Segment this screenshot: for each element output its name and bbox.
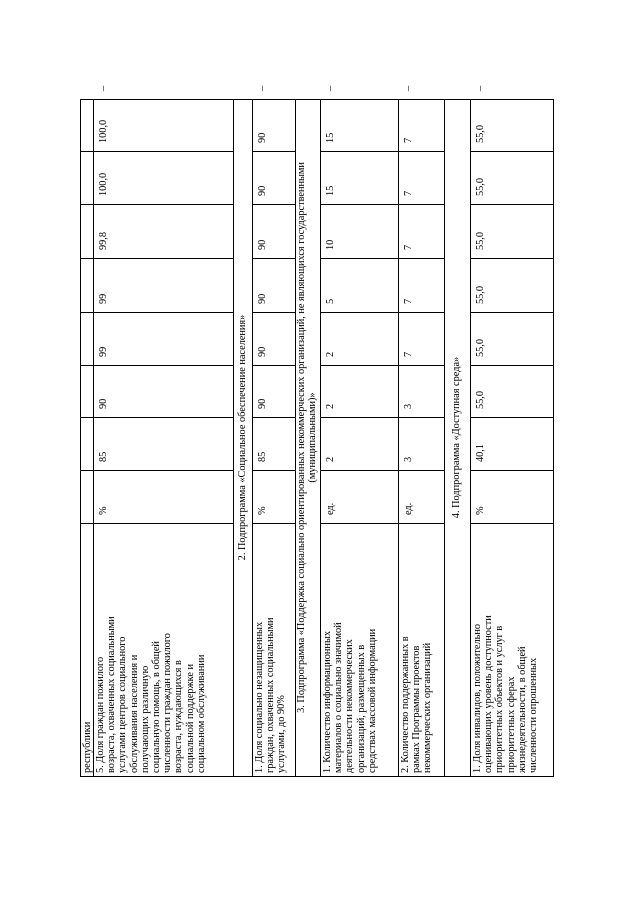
cell-border bbox=[93, 417, 234, 418]
value-cell: 55,0 bbox=[475, 390, 486, 409]
last-cell: – bbox=[325, 85, 336, 91]
cell-border bbox=[320, 312, 399, 313]
value-cell: 3 bbox=[403, 403, 414, 409]
value-cell: 15 bbox=[325, 132, 336, 143]
value-cell: 100,0 bbox=[98, 119, 109, 143]
value-cell: 90 bbox=[257, 185, 268, 196]
cell-border bbox=[320, 151, 399, 152]
cell-border bbox=[80, 204, 94, 205]
indicator-cell-line: некоммерческих организаций bbox=[422, 642, 434, 773]
value-cell: 2 bbox=[325, 403, 336, 409]
cell-border bbox=[252, 204, 296, 205]
band-border bbox=[320, 99, 321, 776]
cell-border bbox=[80, 151, 94, 152]
indicator-cell-line: рамках Программы проектов bbox=[411, 645, 423, 773]
indicator-cell bbox=[254, 617, 288, 773]
cell-border bbox=[80, 365, 94, 366]
cell-border bbox=[398, 258, 445, 259]
cell-border bbox=[93, 523, 234, 524]
subprogram-header bbox=[296, 102, 318, 773]
value-cell: 2 bbox=[325, 351, 336, 357]
value-cell: 10 bbox=[325, 239, 336, 250]
band-border bbox=[470, 99, 471, 776]
indicator-cell-line: услугами, до 90% bbox=[276, 695, 288, 773]
cell-border bbox=[252, 365, 296, 366]
value-cell: 3 bbox=[403, 456, 414, 462]
indicator-cell bbox=[472, 615, 539, 773]
cell-border bbox=[320, 258, 399, 259]
indicator-cell-line: материалов о социально значимой bbox=[333, 622, 345, 773]
band-border bbox=[444, 99, 445, 776]
indicator-cell-line: 1. Количество информационных bbox=[322, 630, 333, 773]
cell-border bbox=[93, 470, 234, 471]
value-cell: 15 bbox=[325, 185, 336, 196]
indicator-cell bbox=[82, 722, 93, 773]
indicator-cell-line: организаций, размещенных в bbox=[355, 644, 367, 773]
cell-border bbox=[93, 365, 234, 366]
subprogram-title-line: 4. Подпрограмма «Доступная среда» bbox=[451, 356, 462, 519]
value-cell: 99,8 bbox=[98, 231, 109, 250]
value-cell: 7 bbox=[403, 351, 414, 357]
unit-cell: % bbox=[98, 506, 109, 515]
cell-border bbox=[252, 258, 296, 259]
subprogram-header bbox=[451, 102, 462, 773]
cell-border bbox=[320, 204, 399, 205]
band-border bbox=[93, 99, 94, 776]
value-cell: 85 bbox=[257, 451, 268, 462]
cell-border bbox=[320, 417, 399, 418]
cell-border bbox=[320, 523, 399, 524]
cell-border bbox=[93, 151, 234, 152]
value-cell: 7 bbox=[403, 244, 414, 250]
cell-border bbox=[470, 470, 554, 471]
value-cell: 40,1 bbox=[475, 443, 486, 462]
indicator-cell-line: республики bbox=[82, 721, 93, 773]
indicator-cell-line: социальной поддержке и bbox=[184, 663, 196, 773]
indicator-cell-line: услугами центров социального bbox=[117, 636, 129, 773]
unit-cell: % bbox=[475, 506, 486, 515]
last-cell: – bbox=[475, 85, 486, 91]
value-cell: 99 bbox=[98, 293, 109, 304]
cell-border bbox=[252, 523, 296, 524]
indicator-cell bbox=[322, 622, 378, 773]
cell-border bbox=[252, 417, 296, 418]
subprogram-header bbox=[237, 102, 248, 773]
cell-border bbox=[398, 204, 445, 205]
value-cell: 2 bbox=[325, 456, 336, 462]
value-cell: 90 bbox=[257, 398, 268, 409]
value-cell: 55,0 bbox=[475, 124, 486, 143]
cell-border bbox=[93, 312, 234, 313]
value-cell: 85 bbox=[98, 451, 109, 462]
indicator-cell-line: приоритетных сферах bbox=[505, 676, 517, 773]
cell-border bbox=[80, 312, 94, 313]
cell-border bbox=[470, 312, 554, 313]
value-cell: 99 bbox=[98, 346, 109, 357]
cell-border bbox=[398, 365, 445, 366]
indicator-cell-line: возраста, нуждающихся в bbox=[173, 660, 185, 773]
value-cell: 55,0 bbox=[475, 285, 486, 304]
table-top-border bbox=[80, 99, 554, 100]
value-cell: 7 bbox=[403, 137, 414, 143]
cell-border bbox=[80, 523, 94, 524]
value-cell: 90 bbox=[257, 239, 268, 250]
value-cell: 90 bbox=[257, 293, 268, 304]
cell-border bbox=[252, 151, 296, 152]
subprogram-title-line: (муниципальными)» bbox=[307, 392, 319, 483]
indicator-cell-line: численности граждан пожилого bbox=[162, 633, 174, 773]
cell-border bbox=[470, 258, 554, 259]
table-bottom-border bbox=[80, 776, 554, 777]
cell-border bbox=[320, 470, 399, 471]
value-cell: 100,0 bbox=[98, 172, 109, 196]
indicator-cell bbox=[95, 616, 207, 773]
indicator-cell-line: социальную помощь, в общей bbox=[151, 641, 163, 773]
indicator-cell-line: 5. Доля граждан пожилого bbox=[95, 656, 106, 773]
cell-border bbox=[252, 312, 296, 313]
cell-border bbox=[398, 470, 445, 471]
cell-border bbox=[398, 523, 445, 524]
last-cell: – bbox=[98, 85, 109, 91]
cell-border bbox=[252, 470, 296, 471]
indicator-cell-line: возраста, охваченных социальными bbox=[106, 616, 118, 773]
cell-border bbox=[80, 470, 94, 471]
band-border bbox=[398, 99, 399, 776]
indicator-cell-line: 1. Доля социально незащищенных bbox=[254, 621, 265, 773]
value-cell: 7 bbox=[403, 190, 414, 196]
indicator-cell-line: приоритетных объектов и услуг в bbox=[494, 625, 506, 773]
value-cell: 55,0 bbox=[475, 231, 486, 250]
indicator-cell bbox=[400, 636, 434, 773]
cell-border bbox=[470, 204, 554, 205]
band-border bbox=[553, 99, 554, 776]
band-border bbox=[252, 99, 253, 776]
value-cell: 90 bbox=[257, 346, 268, 357]
cell-border bbox=[470, 365, 554, 366]
indicator-cell-line: численности опрошенных bbox=[528, 657, 540, 773]
indicator-cell-line: социальном обслуживании bbox=[195, 654, 207, 773]
last-cell: – bbox=[403, 85, 414, 91]
unit-cell: % bbox=[257, 506, 268, 515]
cell-border bbox=[398, 417, 445, 418]
indicator-cell-line: средствах массовой информации bbox=[366, 628, 378, 773]
cell-border bbox=[80, 417, 94, 418]
indicator-cell-line: жизнедеятельности, в общей bbox=[516, 646, 528, 773]
unit-cell: ед. bbox=[325, 502, 336, 515]
indicator-cell-line: граждан, охваченных социальными bbox=[265, 617, 277, 773]
cell-border bbox=[470, 523, 554, 524]
cell-border bbox=[398, 312, 445, 313]
unit-cell: ед. bbox=[403, 502, 414, 515]
band-border bbox=[233, 99, 234, 776]
cell-border bbox=[398, 151, 445, 152]
cell-border bbox=[80, 258, 94, 259]
cell-border bbox=[320, 365, 399, 366]
subprogram-title-line: 3. Подпрограмма «Поддержка социально ориентированных некоммерческих организаций, не являющихся государственными bbox=[296, 162, 307, 713]
value-cell: 7 bbox=[403, 298, 414, 304]
indicator-cell-line: 1. Доля инвалидов, положительно bbox=[472, 624, 483, 773]
value-cell: 90 bbox=[98, 398, 109, 409]
indicator-cell-line: обслуживания населения и bbox=[128, 654, 140, 773]
cell-border bbox=[470, 417, 554, 418]
value-cell: 5 bbox=[325, 298, 336, 304]
cell-border bbox=[93, 258, 234, 259]
indicator-cell-line: деятельности некоммерческих bbox=[344, 639, 356, 773]
indicator-cell-line: 2. Количество поддержанных в bbox=[400, 636, 411, 773]
cell-border bbox=[470, 151, 554, 152]
value-cell: 55,0 bbox=[475, 338, 486, 357]
band-border bbox=[80, 99, 81, 776]
value-cell: 55,0 bbox=[475, 177, 486, 196]
cell-border bbox=[93, 204, 234, 205]
value-cell: 90 bbox=[257, 132, 268, 143]
indicator-cell-line: оценивающих уровень доступности bbox=[483, 615, 495, 773]
subprogram-title-line: 2. Подпрограмма «Социальное обеспечение населения» bbox=[237, 314, 248, 561]
last-cell: – bbox=[257, 85, 268, 91]
indicator-cell-line: получающих различную bbox=[139, 665, 151, 773]
